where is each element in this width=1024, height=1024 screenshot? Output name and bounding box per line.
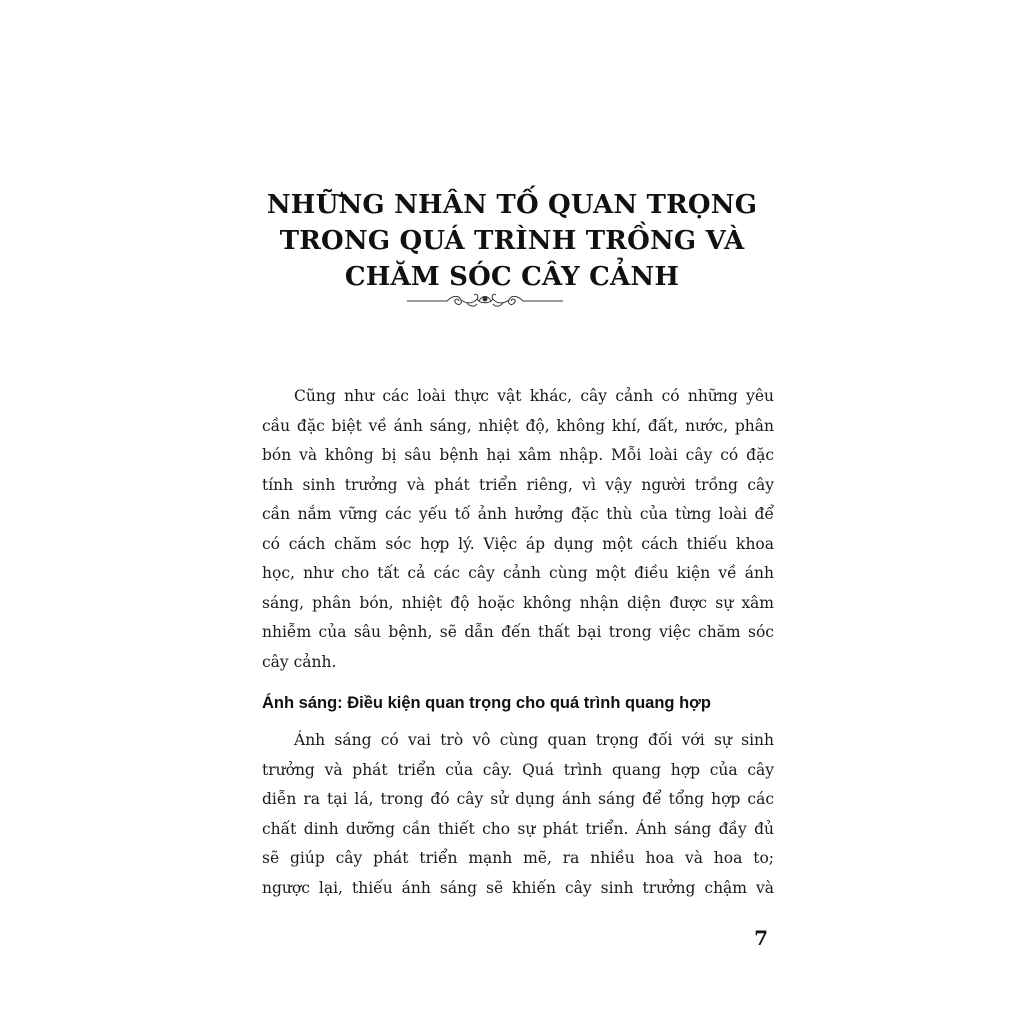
paragraph-line: trưởng và phát triển của cây. Quá trình quang hợp của cây xyxy=(262,760,774,779)
section-paragraph xyxy=(262,726,774,903)
paragraph-line: ngược lại, thiếu ánh sáng sẽ khiến cây sinh trưởng chậm và xyxy=(262,878,774,897)
paragraph-line: Ánh sáng có vai trò vô cùng quan trọng đối với sự sinh xyxy=(294,731,774,749)
paragraph-line: chất dinh dưỡng cần thiết cho sự phát triển. Ánh sáng đầy đủ xyxy=(262,819,774,838)
paragraph-line: sáng, phân bón, nhiệt độ hoặc không nhận diện được sự xâm xyxy=(262,593,774,612)
paragraph-line: học, như cho tất cả các cây cảnh cùng một điều kiện về ánh xyxy=(262,564,774,582)
paragraph-line: tính sinh trưởng và phát triển riêng, vì vậy người trồng cây xyxy=(262,475,774,494)
paragraph-line: Cũng như các loài thực vật khác, cây cảnh có những yêu xyxy=(294,387,774,405)
flourish-divider-icon xyxy=(407,290,563,310)
paragraph-line: có cách chăm sóc hợp lý. Việc áp dụng một cách thiếu khoa xyxy=(262,534,774,553)
page-number: 7 xyxy=(754,926,768,950)
paragraph-line: cần nắm vững các yếu tố ảnh hưởng đặc thù của từng loài để xyxy=(262,505,774,523)
chapter-title xyxy=(200,187,824,295)
paragraph-line: diễn ra tại lá, trong đó cây sử dụng ánh sáng để tổng hợp các xyxy=(262,790,774,808)
chapter-title-line: CHĂM SÓC CÂY CẢNH xyxy=(344,262,680,292)
paragraph-line: cầu đặc biệt về ánh sáng, nhiệt độ, không khí, đất, nước, phân xyxy=(262,416,774,435)
intro-paragraph xyxy=(262,382,774,677)
paragraph-line: nhiễm của sâu bệnh, sẽ dẫn đến thất bại trong việc chăm sóc xyxy=(262,623,774,641)
paragraph-line: cây cảnh. xyxy=(262,652,337,671)
chapter-title-line: TRONG QUÁ TRÌNH TRỒNG VÀ xyxy=(279,226,745,256)
paragraph-line: bón và không bị sâu bệnh hại xâm nhập. Mỗi loài cây có đặc xyxy=(262,446,774,464)
section-heading: Ánh sáng: Điều kiện quan trọng cho quá trình quang hợp xyxy=(262,694,711,712)
body-text xyxy=(262,382,774,903)
paragraph-line: sẽ giúp cây phát triển mạnh mẽ, ra nhiều hoa và hoa to; xyxy=(262,849,774,867)
chapter-title-line: NHỮNG NHÂN TỐ QUAN TRỌNG xyxy=(266,190,758,220)
